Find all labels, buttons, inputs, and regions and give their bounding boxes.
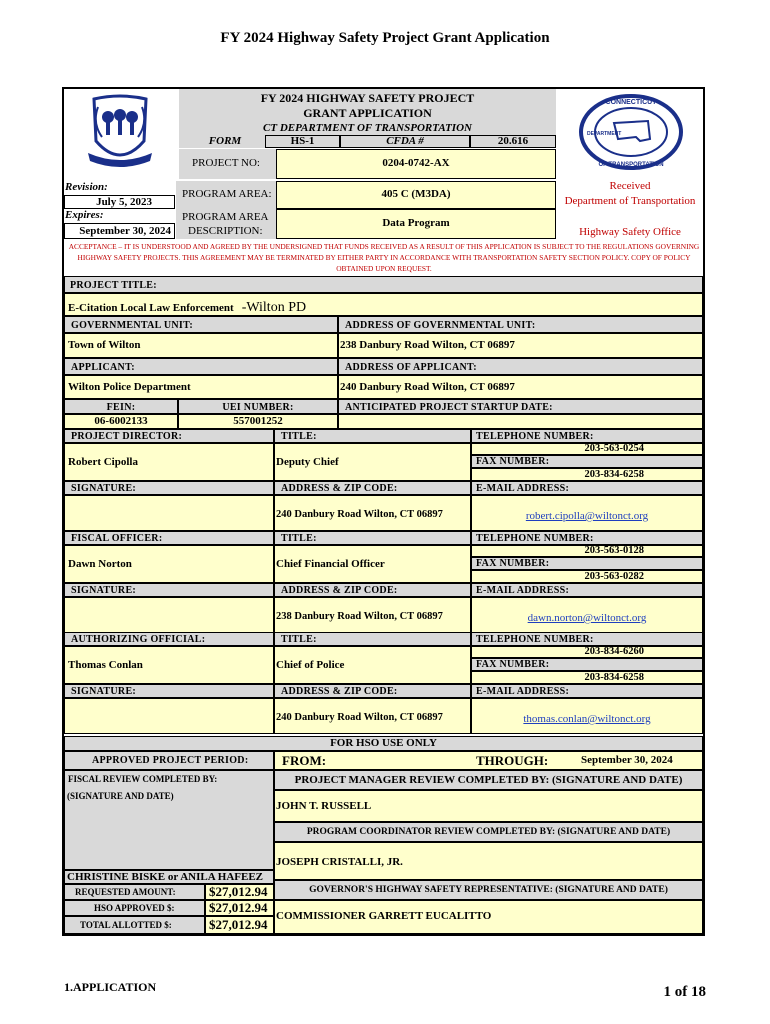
approved-value: $27,012.94	[205, 900, 274, 916]
approved-period-label: APPROVED PROJECT PERIOD:	[92, 755, 249, 766]
person-email-label: E-MAIL ADDRESS:	[471, 481, 703, 495]
program-area-label: PROGRAM AREA:	[182, 188, 272, 200]
person-address: 238 Danbury Road Wilton, CT 06897	[274, 597, 471, 633]
person-signature-label: SIGNATURE:	[64, 583, 274, 597]
dot-logo-text-bottom: OF TRANSPORTATION	[598, 162, 664, 168]
person-address: 240 Danbury Road Wilton, CT 06897	[274, 495, 471, 531]
applicant-address-value: 240 Danbury Road Wilton, CT 06897	[338, 375, 703, 399]
header-dept: CT DEPARTMENT OF TRANSPORTATION	[263, 122, 472, 134]
gov-unit-label: GOVERNMENTAL UNIT:	[64, 316, 338, 333]
person-telephone: 203-563-0128	[471, 545, 703, 557]
person-telephone: 203-563-0254	[471, 443, 703, 455]
person-email-label: E-MAIL ADDRESS:	[471, 583, 703, 597]
header-title-line1: FY 2024 HIGHWAY SAFETY PROJECT	[260, 91, 475, 105]
project-no-label: PROJECT NO:	[192, 157, 260, 169]
program-desc-value: Data Program	[276, 209, 556, 239]
uei-label: UEI NUMBER:	[178, 399, 338, 414]
cfda-value: 20.616	[470, 135, 556, 148]
through-value: September 30, 2024	[581, 754, 673, 766]
received-line3: Highway Safety Office	[579, 226, 681, 238]
person-signature-field[interactable]	[64, 698, 274, 734]
gov-address-value: 238 Danbury Road Wilton, CT 06897	[338, 333, 703, 358]
person-telephone-label: TELEPHONE NUMBER:	[471, 429, 703, 443]
program-area-value: 405 C (M3DA)	[276, 181, 556, 209]
requested-value: $27,012.94	[205, 884, 274, 900]
received-line1: Received	[609, 180, 651, 192]
person-address-label: ADDRESS & ZIP CODE:	[274, 583, 471, 597]
revision-date: July 5, 2023	[64, 195, 175, 209]
approved-label: HSO APPROVED $:	[94, 903, 175, 913]
project-no-value: 0204-0742-AX	[276, 149, 556, 179]
form-value: HS-1	[265, 135, 340, 148]
person-name: Dawn Norton	[64, 545, 274, 583]
person-name: Robert Cipolla	[64, 443, 274, 481]
pc-review-label: PROGRAM COORDINATOR REVIEW COMPLETED BY: (SIGNATURE AND DATE)	[274, 822, 703, 842]
fiscal-review-label: FISCAL REVIEW COMPLETED BY:	[68, 774, 218, 784]
fein-label: FEIN:	[64, 399, 178, 414]
fiscal-review-cell	[64, 770, 274, 870]
fiscal-names: CHRISTINE BISKE or ANILA HAFEEZ	[67, 871, 264, 883]
person-address: 240 Danbury Road Wilton, CT 06897	[274, 698, 471, 734]
allotted-label: TOTAL ALLOTTED $:	[80, 920, 172, 930]
person-fax-label: FAX NUMBER:	[471, 455, 703, 468]
acceptance-notice: ACCEPTANCE – IT IS UNDERSTOOD AND AGREED BY THE UNDERSIGNED THAT FUNDS RECEIVED AS A RESULT OF THIS APPLICATION IS SUBJECT TO THE REGULATIONS GOVERNING HIGHWAY SAFETY PROJECTS. THIS AGREEMENT MAY BE TERMINATED BY EITHER PARTY IN ACCORDANCE WITH TRANSPORTATION SAFETY SECTION POLICY. COPY OF POLICY OBTAINED UPON REQUEST.	[68, 242, 700, 273]
from-label: FROM:	[282, 753, 327, 768]
page-number: 1 of 18	[663, 984, 706, 1000]
person-title: Chief of Police	[274, 646, 471, 684]
startup-date-value[interactable]	[338, 414, 703, 429]
pc-name: JOSEPH CRISTALLI, JR.	[276, 856, 403, 868]
applicant-address-label: ADDRESS OF APPLICANT:	[338, 358, 703, 375]
uei-value: 557001252	[178, 414, 338, 429]
applicant-label: APPLICANT:	[64, 358, 338, 375]
person-fax-label: FAX NUMBER:	[471, 658, 703, 671]
startup-date-label: ANTICIPATED PROJECT STARTUP DATE:	[338, 399, 703, 414]
page-title: FY 2024 Highway Safety Project Grant Application	[220, 30, 550, 46]
person-signature-label: SIGNATURE:	[64, 684, 274, 698]
dot-logo-text-left: DEPARTMENT	[587, 131, 622, 137]
expires-label: Expires:	[65, 209, 104, 221]
allotted-value: $27,012.94	[205, 916, 274, 934]
program-desc-label-2: DESCRIPTION:	[188, 225, 263, 237]
hso-header: FOR HSO USE ONLY	[64, 736, 703, 751]
ct-dot-logo	[578, 93, 684, 171]
program-desc-label-1: PROGRAM AREA	[182, 211, 269, 223]
person-email-link[interactable]: thomas.conlan@wiltonct.org	[523, 713, 651, 725]
person-address-label: ADDRESS & ZIP CODE:	[274, 481, 471, 495]
person-title-label: TITLE:	[274, 429, 471, 443]
form-label: FORM	[208, 135, 242, 147]
person-email-cell	[471, 495, 703, 531]
person-role-label: FISCAL OFFICER:	[64, 531, 274, 545]
person-telephone-label: TELEPHONE NUMBER:	[471, 531, 703, 545]
pm-review-label: PROJECT MANAGER REVIEW COMPLETED BY: (SIGNATURE AND DATE)	[274, 770, 703, 790]
person-role-label: AUTHORIZING OFFICIAL:	[64, 632, 274, 646]
person-email-label: E-MAIL ADDRESS:	[471, 684, 703, 698]
person-email-cell	[471, 597, 703, 633]
gov-address-label: ADDRESS OF GOVERNMENTAL UNIT:	[338, 316, 703, 333]
person-fax-label: FAX NUMBER:	[471, 557, 703, 570]
gov-unit-value: Town of Wilton	[64, 333, 338, 358]
person-title: Chief Financial Officer	[274, 545, 471, 583]
person-signature-field[interactable]	[64, 495, 274, 531]
person-signature-label: SIGNATURE:	[64, 481, 274, 495]
dot-logo-text-top: CONNECTICUT	[605, 99, 657, 106]
person-title: Deputy Chief	[274, 443, 471, 481]
person-fax: 203-834-6258	[471, 671, 703, 684]
person-address-label: ADDRESS & ZIP CODE:	[274, 684, 471, 698]
commissioner-name: COMMISSIONER GARRETT EUCALITTO	[276, 910, 492, 922]
ct-state-seal	[84, 93, 156, 171]
received-line2: Department of Transportation	[564, 195, 696, 207]
person-role-label: PROJECT DIRECTOR:	[64, 429, 274, 443]
project-title-label: PROJECT TITLE:	[64, 276, 703, 293]
fein-value: 06-6002133	[64, 414, 178, 429]
person-name: Thomas Conlan	[64, 646, 274, 684]
footer-left: 1.APPLICATION	[64, 980, 157, 994]
applicant-value: Wilton Police Department	[64, 375, 338, 399]
through-label: THROUGH:	[476, 753, 549, 768]
fiscal-sig-date-label: (SIGNATURE AND DATE)	[67, 791, 174, 801]
expires-date: September 30, 2024	[64, 223, 175, 239]
person-title-label: TITLE:	[274, 632, 471, 646]
project-title-cell	[64, 293, 703, 316]
person-fax: 203-834-6258	[471, 468, 703, 481]
person-email-link[interactable]: robert.cipolla@wiltonct.org	[525, 510, 649, 522]
person-title-label: TITLE:	[274, 531, 471, 545]
project-title-suffix: -Wilton PD	[241, 300, 307, 315]
revision-label: Revision:	[65, 181, 108, 193]
cfda-label: CFDA #	[340, 135, 470, 148]
header-title-line2: GRANT APPLICATION	[303, 106, 432, 120]
project-title-value: E-Citation Local Law Enforcement	[68, 302, 234, 314]
person-email-cell	[471, 698, 703, 734]
person-signature-field[interactable]	[64, 597, 274, 633]
person-telephone-label: TELEPHONE NUMBER:	[471, 632, 703, 646]
person-telephone: 203-834-6260	[471, 646, 703, 658]
person-fax: 203-563-0282	[471, 570, 703, 583]
pm-name: JOHN T. RUSSELL	[276, 800, 372, 812]
governor-label: GOVERNOR'S HIGHWAY SAFETY REPRESENTATIVE: (SIGNATURE AND DATE)	[274, 880, 703, 900]
requested-label: REQUESTED AMOUNT:	[75, 887, 176, 897]
person-email-link[interactable]: dawn.norton@wiltonct.org	[527, 612, 647, 624]
